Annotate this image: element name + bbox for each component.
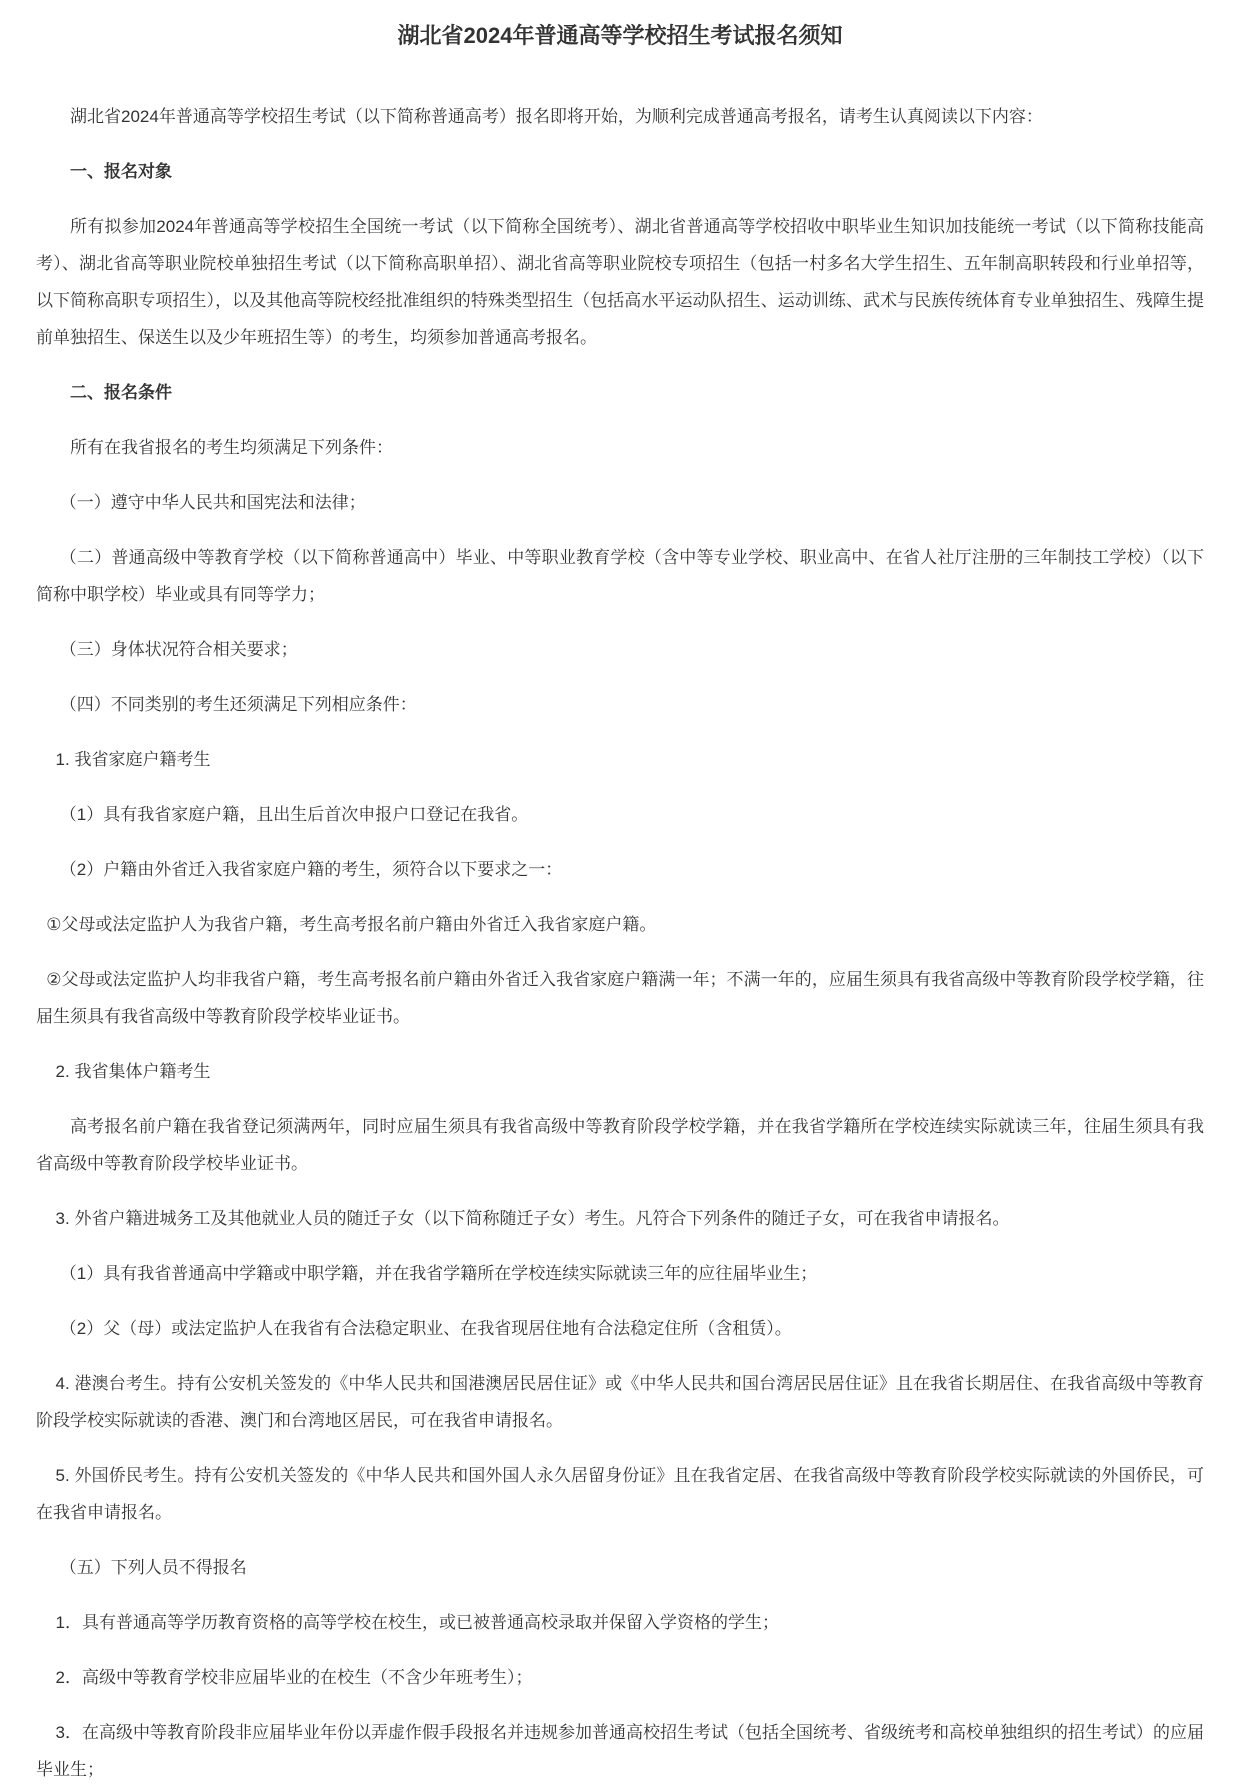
condition-item-4: （四）不同类别的考生还须满足下列相应条件： [59,695,417,714]
category-1-sub-2: （2）户籍由外省迁入我省家庭户籍的考生，须符合以下要求之一： [59,860,563,879]
ineligible-item-2: 2．高级中等教育学校非应届毕业的在校生（不含少年班考生）； [55,1668,533,1687]
category-4-paragraph: 4. 港澳台考生。持有公安机关签发的《中华人民共和国港澳居民居住证》或《中华人民共和国台湾居民居住证》且在我省长期居住、在我省高级中等教育阶段学校实际就读的香港、澳门和台湾地区居民，可在我省申请报名。 [36,1374,1204,1430]
paragraph-conditions-intro: 所有在我省报名的考生均须满足下列条件： [70,438,393,457]
ineligible-item-3: 3．在高级中等教育阶段非应届毕业年份以弄虚作假手段报名并违规参加普通高校招生考试（包括全国统考、省级统考和高校单独组织的招生考试）的应届毕业生； [36,1723,1204,1779]
paragraph-registration-targets: 所有拟参加2024年普通高等学校招生全国统一考试（以下简称全国统考）、湖北省普通高等学校招收中职毕业生知识加技能统一考试（以下简称技能高考）、湖北省高等职业院校单独招生考试（以下简称高职单招）、湖北省高等职业院校专项招生（包括一村多名大学生招生、五年制高职转段和行业单招等，以下简称高职专项招生），以及其他高等院校经批准组织的特殊类型招生（包括高水平运动队招生、运动训练、武术与民族传统体育专业单独招生、残障生提前单独招生、保送生以及少年班招生等）的考生，均须参加普通高考报名。 [36,217,1204,347]
condition-item-1: （一）遵守中华人民共和国宪法和法律； [59,493,366,512]
category-1-heading: 1. 我省家庭户籍考生 [55,750,211,769]
condition-item-2: （二）普通高级中等教育学校（以下简称普通高中）毕业、中等职业教育学校（含中等专业学校、职业高中、在省人社厅注册的三年制技工学校）（以下简称中职学校）毕业或具有同等学力； [36,548,1204,604]
section-heading-2: 二、报名条件 [70,383,172,402]
page-title: 湖北省2024年普通高等学校招生考试报名须知 [397,23,843,48]
category-1-sub-1: （1）具有我省家庭户籍，且出生后首次申报户口登记在我省。 [59,805,529,824]
category-3-heading: 3. 外省户籍进城务工及其他就业人员的随迁子女（以下简称随迁子女）考生。凡符合下列条件的随迁子女，可在我省申请报名。 [55,1209,1010,1228]
category-3-sub-2: （2）父（母）或法定监护人在我省有合法稳定职业、在我省现居住地有合法稳定住所（含租赁）。 [59,1319,792,1338]
section-heading-1: 一、报名对象 [70,162,172,181]
category-2-heading: 2. 我省集体户籍考生 [55,1062,211,1081]
condition-item-3: （三）身体状况符合相关要求； [59,640,298,659]
category-5-paragraph: 5. 外国侨民考生。持有公安机关签发的《中华人民共和国外国人永久居留身份证》且在我省定居、在我省高级中等教育阶段学校实际就读的外国侨民，可在我省申请报名。 [36,1466,1204,1522]
intro-paragraph: 湖北省2024年普通高等学校招生考试（以下简称普通高考）报名即将开始，为顺利完成普通高考报名，请考生认真阅读以下内容： [70,107,1043,126]
category-3-sub-1: （1）具有我省普通高中学籍或中职学籍，并在我省学籍所在学校连续实际就读三年的应往届毕业生； [59,1264,818,1283]
category-1-sub-2-option-2: ②父母或法定监护人均非我省户籍，考生高考报名前户籍由外省迁入我省家庭户籍满一年；不满一年的，应届生须具有我省高级中等教育阶段学校学籍，往届生须具有我省高级中等教育阶段学校毕业证书。 [36,970,1204,1026]
category-2-paragraph: 高考报名前户籍在我省登记须满两年，同时应届生须具有我省高级中等教育阶段学校学籍，并在我省学籍所在学校连续实际就读三年，往届生须具有我省高级中等教育阶段学校毕业证书。 [36,1117,1204,1173]
ineligible-item-1: 1．具有普通高等学历教育资格的高等学校在校生，或已被普通高校录取并保留入学资格的学生； [55,1613,779,1632]
category-1-sub-2-option-1: ①父母或法定监护人为我省户籍，考生高考报名前户籍由外省迁入我省家庭户籍。 [46,915,657,934]
condition-item-5: （五）下列人员不得报名 [59,1558,247,1577]
